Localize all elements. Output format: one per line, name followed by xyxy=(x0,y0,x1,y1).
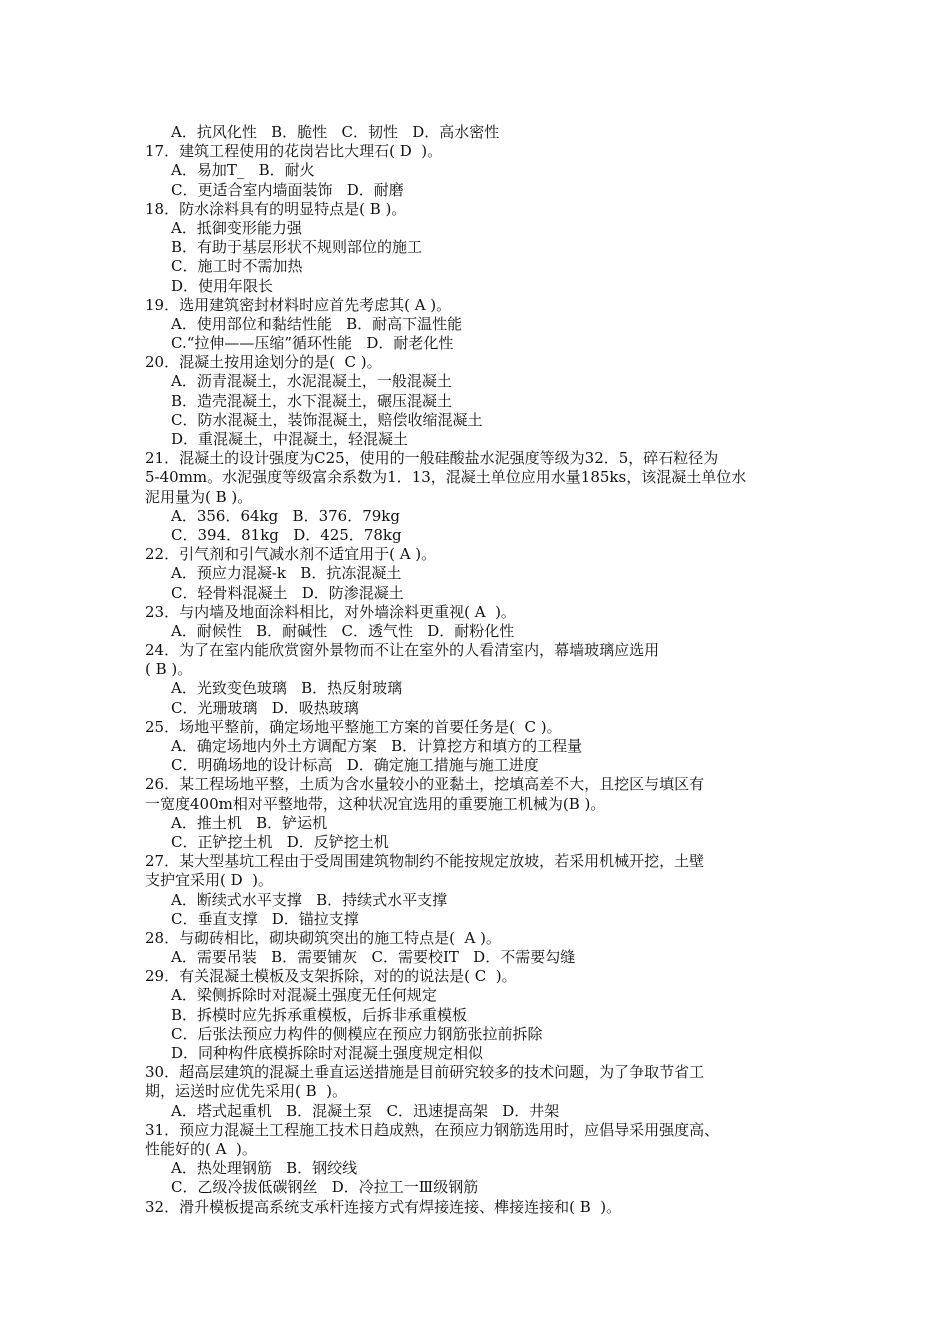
question-line: 28．与砌砖相比，砌块砌筑突出的施工特点是( A )。 xyxy=(145,928,501,947)
question-line: ( B )。 xyxy=(145,660,193,679)
question-line: 32．滑升模板提高系统支承杆连接方式有焊接连接、榫接连接和( B )。 xyxy=(145,1197,622,1216)
answer-option-line: A．使用部位和黏结性能 B．耐高下温性能 xyxy=(171,314,463,333)
question-line: 19．选用建筑密封材料时应首先考虑其( A )。 xyxy=(145,295,452,314)
answer-option-line: C．轻骨料混凝土 D．防渗混凝土 xyxy=(171,583,404,602)
question-line: 泥用量为( B )。 xyxy=(145,487,253,506)
answer-option-line: A．推土机 B．铲运机 xyxy=(171,813,328,832)
answer-option-line: A．塔式起重机 B．混凝土泵 C．迅速提高架 D．井架 xyxy=(171,1101,560,1120)
document-page xyxy=(145,123,810,1217)
answer-option-line: C．光珊玻璃 D．吸热玻璃 xyxy=(171,698,359,717)
question-line: 27．某大型基坑工程由于受周围建筑物制约不能按规定放坡，若采用机械开挖，土壁 xyxy=(145,852,705,871)
answer-option-line: A．确定场地内外土方调配方案 B．计算挖方和填方的工程量 xyxy=(171,737,583,755)
question-line: 31．预应力混凝土工程施工技术日趋成熟，在预应力钢筋选用时，应倡导采用强度高、 xyxy=(145,1120,720,1139)
answer-option-line: A．抵御变形能力强 xyxy=(171,218,302,237)
answer-option-line: C．垂直支撑 D．锚拉支撑 xyxy=(171,909,359,928)
question-line: 25．场地平整前，确定场地平整施工方案的首要任务是( C )。 xyxy=(145,717,562,736)
question-line: 26．某工程场地平整，土质为含水量较小的亚黏土，挖填高差不大，且挖区与填区有 xyxy=(145,775,705,794)
question-line: 20．混凝土按用途划分的是( C )。 xyxy=(145,353,382,372)
question-line: 21．混凝土的设计强度为C25，使用的一般硅酸盐水泥强度等级为32．5，碎石粒径为 xyxy=(145,449,719,468)
question-line: 22．引气剂和引气减水剂不适宜用于( A )。 xyxy=(145,545,437,564)
answer-option-line: C.“拉伸——压缩”循环性能 D．耐老化性 xyxy=(171,334,454,353)
question-line: 支护宜采用( D )。 xyxy=(145,871,274,890)
answer-option-line: A．356．64kg B．376．79kg xyxy=(171,506,400,525)
answer-option-line: A．梁侧拆除时对混凝土强度无任何规定 xyxy=(171,986,437,1005)
question-line: 30．超高层建筑的混凝土垂直运送措施是目前研究较多的技术问题，为了争取节省工 xyxy=(145,1063,705,1082)
question-line: 23．与内墙及地面涂料相比，对外墙涂料更重视( A )。 xyxy=(145,602,516,621)
answer-option-line: A．抗风化性 B．脆性 C．韧性 D．高水密性 xyxy=(171,123,500,141)
answer-option-line: D．使用年限长 xyxy=(171,276,274,295)
answer-option-line: A．预应力混凝-k B．抗冻混凝土 xyxy=(171,564,402,583)
answer-option-line: D．同种构件底模拆除时对混凝土强度规定相似 xyxy=(171,1044,484,1062)
answer-option-line: A．光致变色玻璃 B．热反射玻璃 xyxy=(171,679,403,698)
answer-option-line: B．拆模时应先拆承重模板，后拆非承重模板 xyxy=(171,1005,468,1024)
question-line: 期，运送时应优先采用( B )。 xyxy=(145,1082,348,1101)
question-line: 性能好的( A )。 xyxy=(145,1139,257,1158)
answer-option-line: A．断续式水平支撑 B．持续式水平支撑 xyxy=(171,890,448,909)
answer-option-line: C．394．81kg D．425．78kg xyxy=(171,525,402,544)
question-line: 29．有关混凝土模板及支架拆除，对的的说法是( C )。 xyxy=(145,967,517,986)
question-line: 24．为了在室内能欣赏窗外景物而不让在室外的人看清室内，幕墙玻璃应选用 xyxy=(145,641,660,660)
question-line: 17．建筑工程使用的花岗岩比大理石( D )。 xyxy=(145,142,443,161)
answer-option-line: C．更适合室内墙面装饰 D．耐磨 xyxy=(171,180,404,199)
answer-option-line: D．重混凝土，中混凝土，轻混凝土 xyxy=(171,430,409,448)
answer-option-line: A．易加T_ B．耐火 xyxy=(171,161,315,180)
answer-option-line: A．沥青混凝土，水泥混凝土，一般混凝土 xyxy=(171,372,452,391)
answer-option-line: B．有助于基层形状不规则部位的施工 xyxy=(171,238,423,257)
answer-option-line: C．乙级冷拔低碳钢丝 D．冷拉工一Ⅲ级钢筋 xyxy=(171,1178,479,1197)
question-line: 一宽度400m相对平整地带，这种状况宜选用的重要施工机械为(B )。 xyxy=(145,794,606,813)
answer-option-line: C．施工时不需加热 xyxy=(171,257,303,276)
question-line: 18．防水涂料具有的明显特点是( B )。 xyxy=(145,199,407,218)
question-line: 5-40mm。水泥强度等级富余系数为1．13，混凝土单位应用水量185ks，该混凝土单位水 xyxy=(145,468,747,487)
answer-option-line: C．正铲挖土机 D．反铲挖土机 xyxy=(171,832,389,851)
answer-option-line: C．明确场地的设计标高 D．确定施工措施与施工进度 xyxy=(171,756,539,775)
answer-option-line: C．后张法预应力构件的侧模应在预应力钢筋张拉前拆除 xyxy=(171,1024,543,1043)
answer-option-line: C．防水混凝土，装饰混凝土，赔偿收缩混凝土 xyxy=(171,410,483,429)
answer-option-line: A．热处理钢筋 B．钢绞线 xyxy=(171,1159,358,1178)
answer-option-line: A．需要吊装 B．需要铺灰 C．需要校IT D．不需要勾缝 xyxy=(171,948,576,967)
answer-option-line: A．耐候性 B．耐碱性 C．透气性 D．耐粉化性 xyxy=(171,621,515,640)
answer-option-line: B．造壳混凝土，水下混凝土，碾压混凝土 xyxy=(171,391,453,410)
